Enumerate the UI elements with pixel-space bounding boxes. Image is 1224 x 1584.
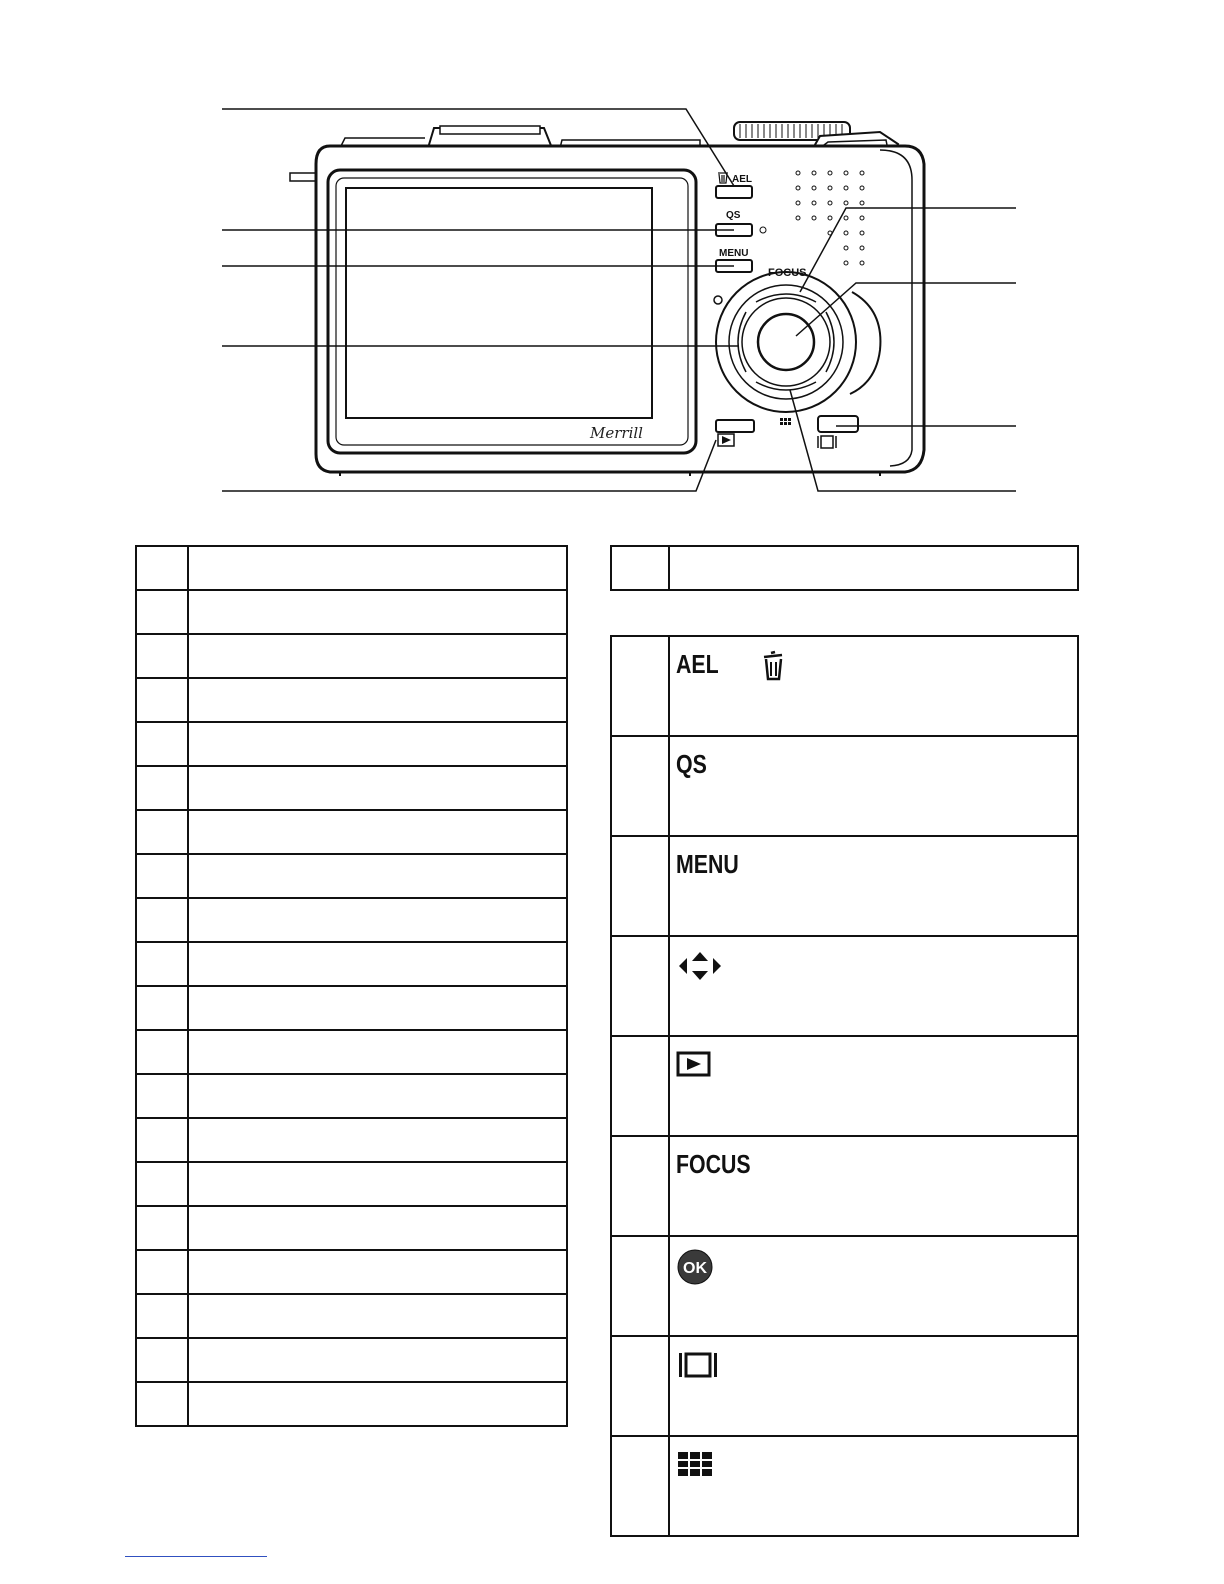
number-cell — [611, 636, 669, 736]
lcd-monitor — [328, 170, 696, 453]
table-row — [136, 1382, 567, 1426]
number-cell — [136, 810, 188, 854]
name-cell — [188, 810, 567, 854]
header-number-cell — [611, 546, 669, 590]
name-cell — [188, 898, 567, 942]
number-cell — [136, 1250, 188, 1294]
cross-arrows-icon — [676, 949, 724, 983]
table-row — [136, 854, 567, 898]
ok-button-shape — [758, 314, 814, 370]
number-cell — [136, 1074, 188, 1118]
table-row — [136, 722, 567, 766]
number-cell — [611, 1236, 669, 1336]
table-row — [611, 736, 1078, 836]
icon-cell — [669, 1336, 1078, 1436]
header-name-cell — [669, 546, 1078, 590]
number-cell — [136, 546, 188, 590]
number-cell — [611, 1336, 669, 1436]
display-icon — [676, 1349, 720, 1381]
number-cell — [136, 1294, 188, 1338]
svg-text:OK: OK — [683, 1260, 707, 1277]
icon-cell — [669, 836, 1078, 936]
ael-icon: AEL — [676, 649, 719, 679]
icon-cell — [669, 1436, 1078, 1536]
number-cell — [136, 1118, 188, 1162]
table-row — [136, 942, 567, 986]
focus-icon: FOCUS — [676, 1149, 751, 1179]
indicator-lamp — [714, 296, 722, 304]
name-cell — [188, 766, 567, 810]
number-cell — [136, 854, 188, 898]
name-cell — [188, 1030, 567, 1074]
icon-cell — [669, 736, 1078, 836]
button-icon-table — [610, 635, 1079, 1537]
table-row — [136, 1206, 567, 1250]
menu-icon: MENU — [676, 849, 739, 879]
table-row — [136, 634, 567, 678]
number-cell — [136, 986, 188, 1030]
name-cell — [188, 546, 567, 590]
parts-number-table — [135, 545, 568, 1427]
table-row — [136, 1162, 567, 1206]
icon-cell — [669, 1236, 1078, 1336]
table-row — [136, 1074, 567, 1118]
number-cell — [136, 590, 188, 634]
number-cell — [611, 836, 669, 936]
table-row — [136, 546, 567, 590]
number-cell — [136, 678, 188, 722]
name-cell — [188, 1118, 567, 1162]
number-cell — [136, 722, 188, 766]
table-row — [611, 1336, 1078, 1436]
number-cell — [611, 736, 669, 836]
name-cell — [188, 1074, 567, 1118]
number-cell — [136, 898, 188, 942]
table-row — [611, 1136, 1078, 1236]
number-cell — [611, 1436, 669, 1536]
number-cell — [611, 1136, 669, 1236]
table-row — [611, 936, 1078, 1036]
merrill-signature: Merrill — [590, 424, 643, 442]
number-cell — [136, 942, 188, 986]
number-cell — [136, 1206, 188, 1250]
name-cell — [188, 1294, 567, 1338]
number-cell — [611, 936, 669, 1036]
number-cell — [136, 1382, 188, 1426]
table-row — [136, 1294, 567, 1338]
table-row — [136, 898, 567, 942]
table-row — [611, 1436, 1078, 1536]
svg-text:QS: QS — [726, 210, 741, 221]
number-cell — [136, 766, 188, 810]
footer-link-underline — [125, 1556, 267, 1557]
name-cell — [188, 854, 567, 898]
table-row — [136, 590, 567, 634]
menu-button — [716, 248, 752, 272]
icon-table-header — [610, 545, 1079, 591]
qs-icon: QS — [676, 749, 707, 779]
number-cell — [136, 634, 188, 678]
name-cell — [188, 722, 567, 766]
table-row — [136, 766, 567, 810]
name-cell — [188, 986, 567, 1030]
table-row — [136, 1118, 567, 1162]
number-cell — [611, 1036, 669, 1136]
table-row — [136, 986, 567, 1030]
table-row — [136, 1030, 567, 1074]
name-cell — [188, 590, 567, 634]
name-cell — [188, 1338, 567, 1382]
table-row — [136, 1250, 567, 1294]
table-row — [611, 1236, 1078, 1336]
camera-back-diagram — [0, 0, 1224, 520]
table-row — [136, 810, 567, 854]
name-cell — [188, 1382, 567, 1426]
focus-label: FOCUS — [768, 267, 807, 279]
number-cell — [136, 1162, 188, 1206]
name-cell — [188, 942, 567, 986]
number-cell — [136, 1030, 188, 1074]
table-row — [136, 678, 567, 722]
table-row — [611, 636, 1078, 736]
svg-text:AEL: AEL — [732, 174, 752, 185]
icon-cell — [669, 636, 1078, 736]
grid-icon — [676, 1449, 716, 1479]
playback-icon — [676, 1049, 712, 1079]
table-row — [136, 1338, 567, 1382]
trash-icon — [758, 649, 788, 683]
name-cell — [188, 678, 567, 722]
icon-cell — [669, 1136, 1078, 1236]
name-cell — [188, 634, 567, 678]
svg-text:MENU: MENU — [719, 248, 749, 259]
name-cell — [188, 1162, 567, 1206]
table-row — [611, 1036, 1078, 1136]
name-cell — [188, 1250, 567, 1294]
name-cell — [188, 1206, 567, 1250]
number-cell — [136, 1338, 188, 1382]
table-row — [611, 546, 1078, 590]
icon-cell — [669, 936, 1078, 1036]
ok-icon — [676, 1249, 714, 1285]
table-row — [611, 836, 1078, 936]
icon-cell — [669, 1036, 1078, 1136]
